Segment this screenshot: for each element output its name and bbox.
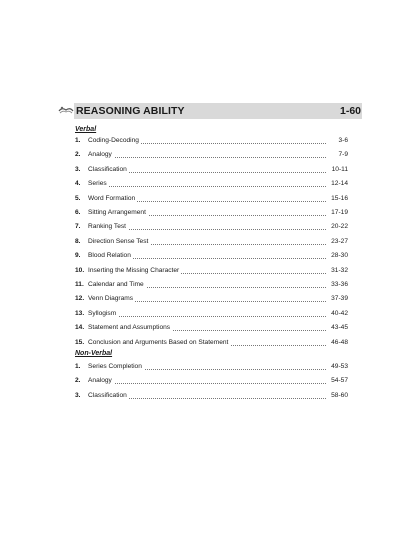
entry-number: 10. [75, 266, 85, 274]
entry-title: Inserting the Missing Character [88, 266, 180, 274]
entry-pages: 46-48 [331, 338, 348, 346]
book-logo-icon [58, 105, 74, 115]
entry-number: 4. [75, 180, 81, 188]
entry-title: Sitting Arrangement [88, 209, 146, 216]
section-page-range: 1-60 [339, 105, 361, 117]
entry-number: 13. [75, 309, 85, 317]
toc-entry[interactable] [75, 150, 348, 160]
toc-entry[interactable] [75, 165, 348, 175]
entry-pages: 40-42 [331, 309, 348, 317]
toc-entry[interactable] [75, 294, 348, 304]
dot-leader [88, 185, 326, 187]
entry-title: Classification [88, 165, 127, 173]
entry-number: 9. [75, 252, 81, 260]
entry-pages: 54-57 [331, 377, 348, 385]
toc-entry[interactable] [75, 376, 348, 386]
dot-leader [88, 156, 326, 158]
entry-pages: 33-36 [331, 281, 348, 288]
entry-pages: 3-6 [338, 137, 348, 144]
entry-title: Syllogism [88, 309, 117, 317]
entry-title: Direction Sense Test [88, 237, 149, 245]
toc-entry[interactable] [75, 237, 348, 247]
entry-title: Conclusion and Arguments Based on Statement [88, 338, 229, 346]
toc-entry[interactable] [75, 323, 348, 333]
toc-entry[interactable] [75, 266, 348, 276]
entry-number: 1. [75, 137, 81, 144]
entry-title: Series [88, 180, 107, 188]
toc-entry[interactable] [75, 222, 348, 232]
entry-pages: 17-19 [331, 209, 348, 216]
entry-pages: 12-14 [331, 180, 348, 188]
entry-pages: 43-45 [331, 324, 348, 332]
entry-number: 15. [75, 338, 85, 346]
toc-entry[interactable] [75, 362, 348, 372]
entry-number: 3. [75, 391, 81, 399]
entry-pages: 15-16 [331, 194, 348, 202]
entry-number: 5. [75, 194, 81, 202]
entry-pages: 28-30 [331, 252, 348, 260]
entry-number: 11. [75, 281, 84, 288]
entry-number: 6. [75, 209, 81, 216]
entry-title: Statement and Assumptions [88, 324, 171, 332]
entry-title: Classification [88, 391, 127, 399]
entry-title: Venn Diagrams [88, 295, 134, 303]
entry-title: Analogy [88, 377, 112, 385]
toc-entry[interactable] [75, 194, 348, 204]
entry-number: 2. [75, 151, 81, 159]
dot-leader [88, 315, 326, 317]
toc-entry[interactable] [75, 251, 348, 261]
entry-pages: 31-32 [331, 266, 348, 274]
entry-pages: 58-60 [331, 391, 348, 399]
dot-leader [88, 382, 326, 384]
entry-number: 1. [75, 363, 81, 370]
entry-number: 3. [75, 165, 81, 173]
entry-title: Series Completion [88, 363, 142, 370]
toc-entry[interactable] [75, 179, 348, 189]
toc-entry[interactable] [75, 208, 348, 218]
toc-entry[interactable] [75, 280, 348, 290]
entry-pages: 10-11 [331, 165, 348, 173]
subsection-label: Verbal [75, 126, 97, 133]
entry-title: Calendar and Time [88, 281, 144, 288]
entry-pages: 37-39 [331, 295, 348, 303]
toc-entry[interactable] [75, 338, 348, 348]
entry-pages: 23-27 [331, 237, 348, 245]
subsection-label: Non-Verbal [75, 350, 113, 357]
entry-title: Coding-Decoding [88, 137, 139, 144]
entry-number: 12. [75, 295, 85, 303]
entry-pages: 49-53 [331, 363, 348, 370]
toc-entry[interactable] [75, 309, 348, 319]
entry-number: 8. [75, 237, 81, 245]
entry-title: Ranking Test [88, 223, 126, 231]
entry-number: 7. [75, 223, 81, 231]
entry-title: Analogy [88, 151, 112, 159]
entry-title: Blood Relation [88, 252, 131, 260]
entry-pages: 7-9 [338, 151, 348, 159]
entry-pages: 20-22 [331, 223, 348, 231]
toc-entry[interactable] [75, 136, 348, 146]
entry-title: Word Formation [88, 194, 136, 202]
toc-entry[interactable] [75, 391, 348, 401]
section-heading: REASONING ABILITY [76, 105, 185, 117]
entry-number: 14. [75, 324, 85, 332]
entry-number: 2. [75, 377, 81, 385]
